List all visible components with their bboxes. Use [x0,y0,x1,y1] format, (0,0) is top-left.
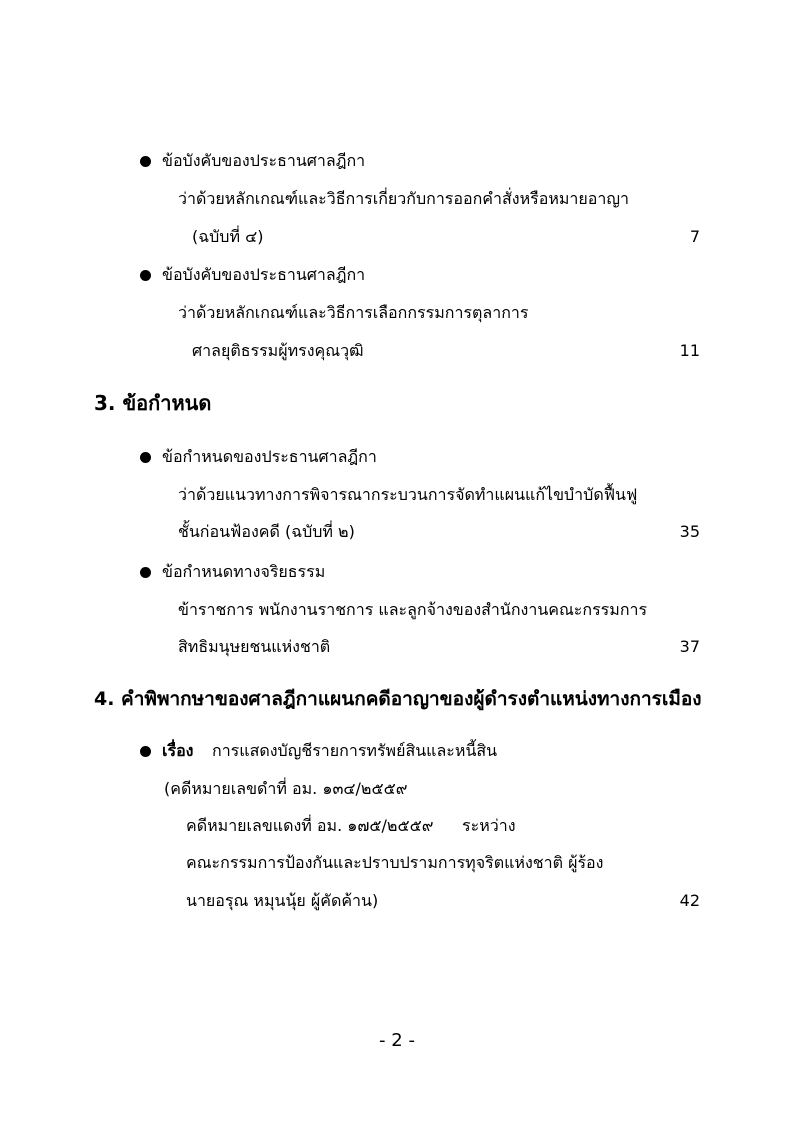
toc-item-subtitle: (ฉบับที่ ๔) [192,227,264,246]
bullet-icon [140,156,151,167]
toc-page-number: 37 [679,637,700,656]
toc-item-title: ข้อกำหนดของประธานศาลฎีกา [162,447,377,466]
toc-item-title: ข้อกำหนดทางจริยธรรม [162,562,326,581]
toc-page-number: 42 [679,891,700,910]
toc-item-subtitle: ศาลยุติธรรมผู้ทรงคุณวุฒิ [192,341,364,360]
page-footer-number: - 2 - [379,1030,415,1051]
toc-item-subtitle: (คดีหมายเลขดำที่ อม. ๑๓๔/๒๕๕๙ [164,779,408,798]
toc-item-subtitle: ระหว่าง [462,816,516,835]
toc-item-subtitle: คณะกรรมการป้องกันและปราบปรามการทุจริตแห่งชาติ ผู้ร้อง [186,853,604,872]
bullet-icon [140,452,151,463]
toc-item-subtitle: นายอรุณ หมุนนุ้ย ผู้คัดค้าน) [186,891,379,910]
toc-item-subtitle: ชั้นก่อนฟ้องคดี (ฉบับที่ ๒) [178,522,355,541]
section-heading: 3. ข้อกำหนด [94,391,212,415]
toc-page-number: 35 [679,522,700,541]
bullet-icon [140,567,151,578]
bullet-icon [140,746,151,757]
toc-item-title: การแสดงบัญชีรายการทรัพย์สินและหนี้สิน [212,741,498,760]
toc-item-title: ข้อบังคับของประธานศาลฎีกา [162,151,366,170]
toc-item-label: เรื่อง [162,741,194,760]
toc-item-subtitle: คดีหมายเลขแดงที่ อม. ๑๗๕/๒๕๕๙ [186,816,434,835]
toc-page-number: 11 [679,341,700,360]
toc-item-subtitle: ข้าราชการ พนักงานราชการ และลูกจ้างของสำนักงานคณะกรรมการ [178,600,648,619]
toc-item-subtitle: สิทธิมนุษยชนแห่งชาติ [178,637,331,656]
section-heading: 4. คำพิพากษาของศาลฎีกาแผนกคดีอาญาของผู้ดำรงตำแหน่งทางการเมือง [94,688,702,710]
toc-item-subtitle: ว่าด้วยหลักเกณฑ์และวิธีการเกี่ยวกับการออกคำสั่งหรือหมายอาญา [178,189,629,208]
toc-item-subtitle: ว่าด้วยแนวทางการพิจารณากระบวนการจัดทำแผนแก้ไขบำบัดฟื้นฟู [178,485,638,504]
toc-page-number: 7 [689,227,700,246]
bullet-icon [140,270,151,281]
toc-item-title: ข้อบังคับของประธานศาลฎีกา [162,265,366,284]
toc-item-subtitle: ว่าด้วยหลักเกณฑ์และวิธีการเลือกกรรมการตุลาการ [178,303,529,322]
